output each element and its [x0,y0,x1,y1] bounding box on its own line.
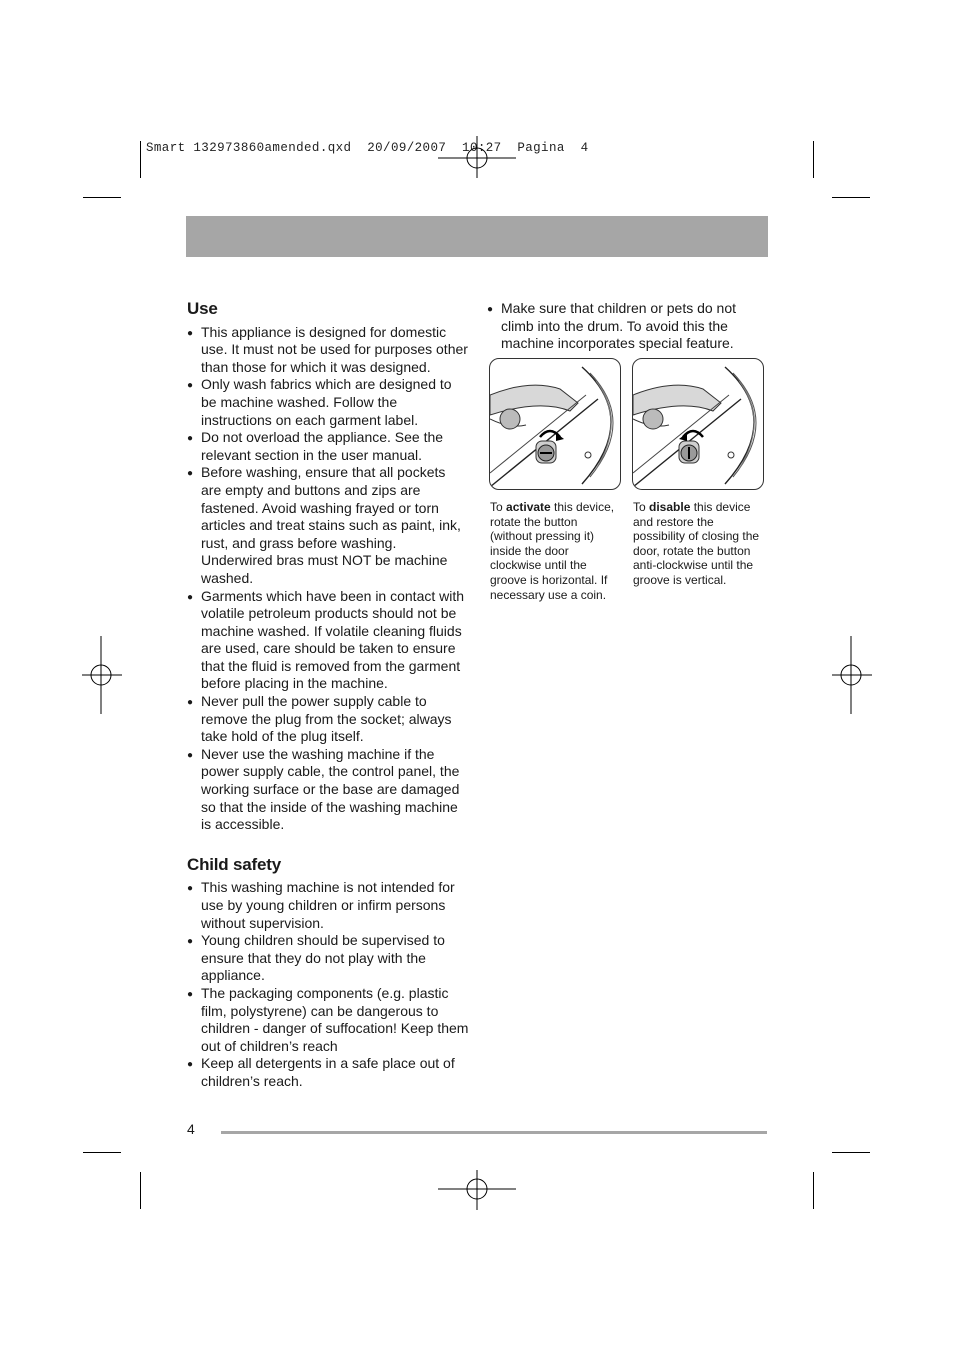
list-item: ● Garments which have been in contact with volatile petroleum products should not be machine washed. If volatile cleaning fluids are used, care should be taken to ensure that the fluid is removed from the garment before placing in the machine. [187,588,469,694]
left-column [187,300,469,1091]
child-lock-list [487,300,769,353]
caption-bold-text: activate [506,500,551,514]
list-item: ● Never pull the power supply cable to remove the plug from the socket; always take hold of the plug itself. [187,693,469,746]
caption-text: To [490,500,507,514]
list-item: ● Before washing, ensure that all pockets are empty and buttons and zips are fastened. Avoid washing frayed or torn articles and treat stains such as paint, ink, rust, and grass before washing. Underwired bras must NOT be machine washed. [187,464,469,587]
list-item: ● Do not overload the appliance. See the relevant section in the user manual. [187,429,469,464]
caption-text: this device and restore the possibility of closing the door, rotate the button anti-clockwise until the groove is vertical. [633,500,760,587]
use-list [187,324,469,834]
caption-text: this device, rotate the button (without pressing it) inside the door clockwise until the groove is horizontal. If necessary use a coin. [490,500,615,602]
header-band [186,216,768,257]
list-item: ● This appliance is designed for domestic use. It must not be used for purposes other than those for which it was designed. [187,324,469,377]
child-lock-activate-illustration [489,358,621,490]
list-item: ● Make sure that children or pets do not climb into the drum. To avoid this the machine incorporates special feature. [487,300,769,353]
right-column [487,300,769,353]
registration-mark-top [438,136,516,178]
caption-bold-text: disable [649,500,691,514]
footer-rule [221,1131,767,1134]
list-item: ● Never use the washing machine if the power supply cable, the control panel, the working surface or the base are damaged so that the inside of the washing machine is accessible. [187,746,469,834]
child-safety-heading: Child safety [187,854,281,874]
caption-text: To [633,500,650,514]
registration-mark-bottom [438,1170,516,1210]
list-item: ● Young children should be supervised to ensure that they do not play with the appliance. [187,932,469,985]
disable-caption [633,500,763,588]
use-heading: Use [187,299,218,318]
list-item: ● This washing machine is not intended for use by young children or infirm persons without supervision. [187,879,469,932]
registration-mark-right [832,636,872,714]
page-number: 4 [187,1121,195,1137]
registration-mark-left [82,636,122,714]
activate-caption [490,500,620,602]
list-item: ● Keep all detergents in a safe place out of children’s reach. [187,1055,469,1090]
list-item: ● Only wash fabrics which are designed to be machine washed. Follow the instructions on each garment label. [187,376,469,429]
child-safety-list [187,879,469,1090]
print-slug: Smart 132973860amended.qxd 20/09/2007 10:27 Pagina 4 [146,141,589,155]
list-item: ● The packaging components (e.g. plastic film, polystyrene) can be dangerous to children - danger of suffocation! Keep them out of children’s reach [187,985,469,1055]
child-lock-disable-illustration [632,358,764,490]
